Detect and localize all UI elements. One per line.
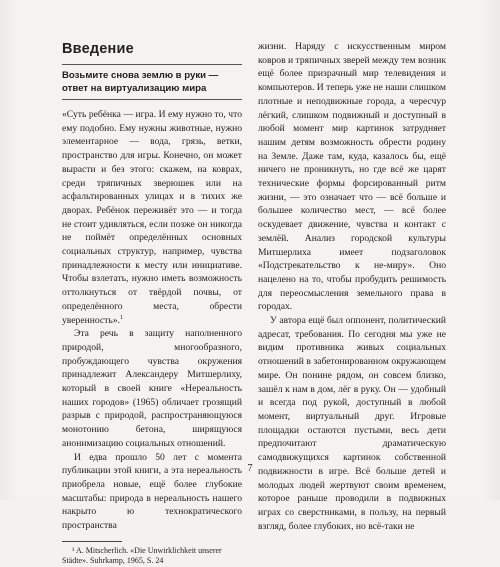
- subheading-bottom-rule: [62, 99, 242, 100]
- paragraph: Эта речь в защиту наполненного природой, многообразного, пробуждающего чувства окружения принадлежит Александеру Митшерлиху, который в своей книге «Нереальность наших городов» (1965) обличает грозящий разрыв с природой, распространяющуюся монотонию бетона, ширящуюся анонимизацию социальных отношений.: [62, 328, 242, 449]
- right-column: [258, 40, 446, 533]
- footnote-marker: 1: [119, 313, 124, 321]
- paragraph: И едва прошло 50 лет с момента публикации этой книги, а эта нереальность приобрела новые, ещё более глубокие масштабы: природа в нереальность нашего накрыто ю технократического пространства: [62, 451, 242, 532]
- footnote-divider: [62, 541, 122, 542]
- footnote: ¹ A. Mitscherlich. «Die Unwirklichkeit unserer Städte». Suhrkamp, 1965, S. 24: [62, 545, 222, 566]
- paragraph-text: «Суть ребёнка — игра. И ему нужно то, что ему подобно. Ему нужны животные, нужно элементарное — вода, грязь, ветки, пространство для игры. Конечно, он может вырасти и без этого: скажем, на коврах, среди тряпичных зверюшек или на асфальтированных улицах и в тихих же дворах. Ребёнок переживёт это — и тогда не стоит удивляться, если позже он никогда не поймёт определённых основных социальных структур, например, чувства принадлежности к месту или инициативе. Чтобы взлетать, нужно иметь возможность оттолкнуться от твёрдой почвы, от определённого места, обрести уверенность».: [62, 109, 242, 326]
- subheading-top-rule: [62, 64, 242, 65]
- subheading: Возьмите снова землю в руки — ответ на виртуализацию мира: [62, 70, 219, 94]
- paragraph: [62, 108, 242, 327]
- paragraph: жизни. Наряду с искусственным миром ковров и тряпичных зверей между тем возник ещё более призрачный мир телевидения и компьютеров. И теперь уже не наши слишком плотные и неподвижные города, а чересчур лёгкий, слишком подвижный и доступный в любой момент мир картинок затрудняет нашим детям возможность обрести родину на Земле. Даже там, куда, казалось бы, ещё ничего не проникнуть, но где всё же царят технические формы форсированный ритм жизни, — это означает что — всё больше и большее количество мест, — всё более оскудевает движение, чувства и контакт с землёй. Анализ городской культуры Митшерлиха имеет подзаголовок «Подстрекательство к не-миру». Оно нацелено на то, чтобы пробудить решимость для переосмысления земельного права в городах.: [258, 41, 446, 313]
- paragraph-text: У автора ещё был оппонент, политический адресат, требования. По сегодня мы уже не видим противника живых социальных отношений в забетонированном окружающем мире. Он понине рядом, он совсем близко, зашёл к нам в дом, лёг в руку. Он — удобный и всегда под рукой, доступный в любой момент, виртуальный друг. Игровые площадки остаются пустыми, весь дети предпочитают драматическую самодвижущихся картинок собственной подвижности в игре. Всё больше детей и молодых людей жертвуют своим временем, которое раньше проводили в подвижных играх со сверстниками, в пользу, на первый взгляд, более глубоких, но всё-таки не: [258, 315, 446, 532]
- chapter-heading: Введение: [62, 41, 134, 57]
- left-column: [62, 40, 242, 567]
- page-number: 7: [247, 463, 253, 474]
- paragraph: [258, 314, 446, 533]
